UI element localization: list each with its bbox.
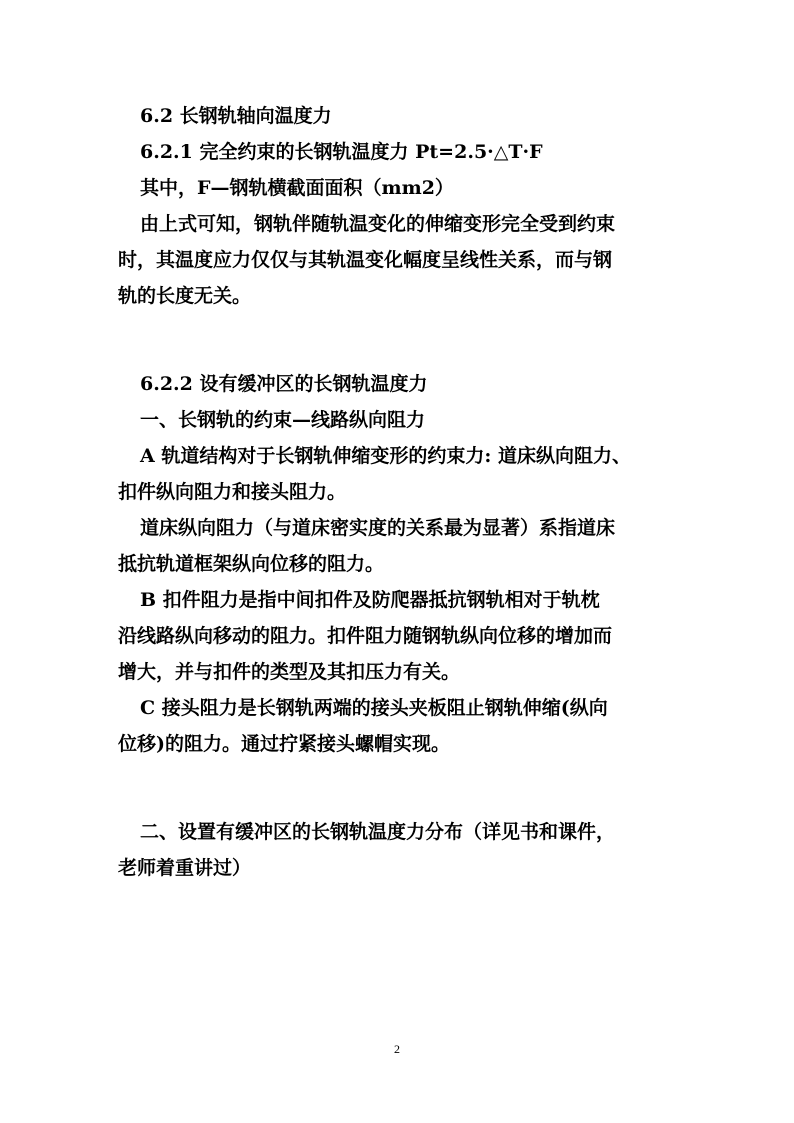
page-number: 2 (394, 1042, 400, 1056)
paragraph-spacer (118, 762, 686, 814)
paragraph-line: C 接头阻力是长钢轨两端的接头夹板阻止钢轨伸缩(纵向 (140, 697, 608, 719)
paragraph-line: A 轨道结构对于长钢轨伸缩变形的约束力: 道床纵向阻力、 (140, 445, 631, 467)
paragraph-line: 抵抗轨道框架纵向位移的阻力。 (118, 553, 385, 575)
paragraph-line: 位移)的阻力。通过拧紧接头螺帽实现。 (118, 733, 450, 755)
section-heading-6-2: 6.2 长钢轨轴向温度力 (140, 105, 332, 127)
subsection-heading-6-2-2: 6.2.2 设有缓冲区的长钢轨温度力 (140, 373, 428, 395)
formula-definition: 其中，F—钢轨横截面面积（mm2） (140, 177, 454, 199)
paragraph-line: 轨的长度无关。 (118, 285, 252, 307)
paragraph-line: 道床纵向阻力（与道床密实度的关系最为显著）系指道床 (140, 517, 616, 539)
paragraph-line: 扣件纵向阻力和接头阻力。 (118, 481, 347, 503)
paragraph-line: 时，其温度应力仅仅与其轨温变化幅度呈线性关系，而与钢 (118, 249, 613, 271)
section-heading-one: 一、长钢轨的约束—线路纵向阻力 (140, 409, 426, 431)
paragraph-line: 沿线路纵向移动的阻力。扣件阻力随钢轨纵向位移的增加而 (118, 625, 613, 647)
section-heading-two: 二、设置有缓冲区的长钢轨温度力分布（详见书和课件， (140, 821, 616, 843)
paragraph-line: 增大，并与扣件的类型及其扣压力有关。 (118, 661, 461, 683)
paragraph-line: B 扣件阻力是指中间扣件及防爬器抵抗钢轨相对于轨枕 (140, 589, 600, 611)
paragraph-line: 由上式可知，钢轨伴随轨温变化的伸缩变形完全受到约束 (140, 213, 616, 235)
paragraph-line: 老师着重讲过） (118, 857, 252, 879)
subsection-heading-6-2-1: 6.2.1 完全约束的长钢轨温度力 Pt=2.5·△T·F (140, 141, 543, 163)
document-body (118, 98, 686, 886)
paragraph-spacer (118, 314, 686, 366)
